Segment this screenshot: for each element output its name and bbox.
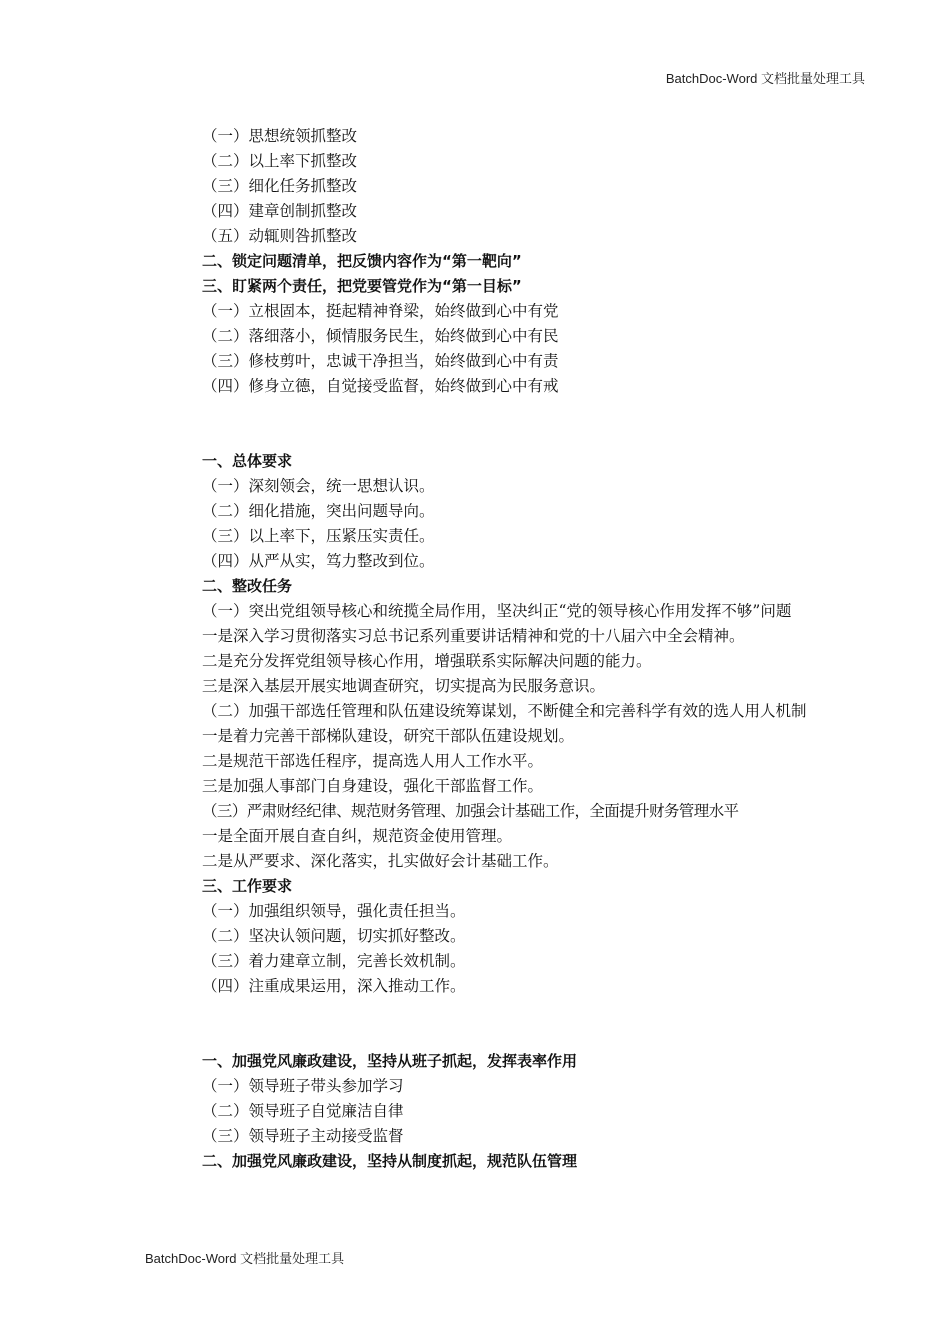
section-heading: 三、盯紧两个责任，把党要管党作为“第一目标” bbox=[202, 277, 522, 295]
document-section bbox=[202, 449, 814, 999]
page-footer: BatchDoc-Word 文档批量处理工具 bbox=[145, 1251, 345, 1266]
section-heading: 二、整改任务 bbox=[202, 577, 293, 595]
paragraph-line: （二）领导班子自觉廉洁自律 bbox=[202, 1102, 404, 1120]
paragraph-line: 三是深入基层开展实地调查研究，切实提高为民服务意识。 bbox=[202, 677, 606, 695]
paragraph-line: （五）动辄则咎抓整改 bbox=[202, 227, 358, 245]
paragraph-line: 三是加强人事部门自身建设，强化干部监督工作。 bbox=[202, 777, 544, 795]
paragraph-line: （二）坚决认领问题，切实抓好整改。 bbox=[202, 927, 466, 945]
paragraph-line: （一）深刻领会，统一思想认识。 bbox=[202, 477, 435, 495]
paragraph-line: 一是深入学习贯彻落实习总书记系列重要讲话精神和党的十八届六中全会精神。 bbox=[202, 627, 745, 645]
page-header: BatchDoc-Word 文档批量处理工具 bbox=[665, 71, 865, 86]
section-heading: 一、加强党风廉政建设，坚持从班子抓起，发挥表率作用 bbox=[202, 1052, 578, 1070]
paragraph-line: （三）着力建章立制，完善长效机制。 bbox=[202, 952, 466, 970]
paragraph-line: 二是规范干部选任程序，提高选人用人工作水平。 bbox=[202, 752, 544, 770]
paragraph-line: （一）突出党组领导核心和统揽全局作用，坚决纠正“党的领导核心作用发挥不够”问题 bbox=[202, 602, 792, 620]
paragraph-line: （一）立根固本，挺起精神脊梁，始终做到心中有党 bbox=[202, 302, 559, 320]
paragraph-line: （二）加强干部选任管理和队伍建设统筹谋划，不断健全和完善科学有效的选人用人机制 bbox=[202, 702, 807, 720]
document-section bbox=[202, 124, 814, 399]
paragraph-line: 一是着力完善干部梯队建设，研究干部队伍建设规划。 bbox=[202, 727, 575, 745]
document-body bbox=[202, 124, 814, 1174]
paragraph-line: （四）注重成果运用，深入推动工作。 bbox=[202, 977, 466, 995]
paragraph-line: （四）建章创制抓整改 bbox=[202, 202, 358, 220]
section-heading: 一、总体要求 bbox=[202, 452, 293, 470]
section-heading: 二、锁定问题清单，把反馈内容作为“第一靶向” bbox=[202, 252, 522, 270]
paragraph-line: （三）以上率下，压紧压实责任。 bbox=[202, 527, 435, 545]
paragraph-line: （二）以上率下抓整改 bbox=[202, 152, 358, 170]
paragraph-line: （三）修枝剪叶，忠诚干净担当，始终做到心中有责 bbox=[202, 352, 559, 370]
paragraph-line: （三）细化任务抓整改 bbox=[202, 177, 358, 195]
paragraph-line: （二）落细落小，倾情服务民生，始终做到心中有民 bbox=[202, 327, 559, 345]
paragraph-line: （四）修身立德，自觉接受监督，始终做到心中有戒 bbox=[202, 377, 559, 395]
paragraph-line: （三）领导班子主动接受监督 bbox=[202, 1127, 404, 1145]
section-heading: 三、工作要求 bbox=[202, 877, 293, 895]
section-gap bbox=[202, 399, 814, 449]
section-heading: 二、加强党风廉政建设，坚持从制度抓起，规范队伍管理 bbox=[202, 1152, 578, 1170]
paragraph-line: （二）细化措施，突出问题导向。 bbox=[202, 502, 435, 520]
section-gap bbox=[202, 999, 814, 1049]
paragraph-line: （三）严肃财经纪律、规范财务管理、加强会计基础工作，全面提升财务管理水平 bbox=[202, 802, 739, 820]
paragraph-line: 二是从严要求、深化落实，扎实做好会计基础工作。 bbox=[202, 852, 559, 870]
paragraph-line: 一是全面开展自查自纠，规范资金使用管理。 bbox=[202, 827, 513, 845]
paragraph-line: 二是充分发挥党组领导核心作用，增强联系实际解决问题的能力。 bbox=[202, 652, 652, 670]
paragraph-line: （一）加强组织领导，强化责任担当。 bbox=[202, 902, 466, 920]
document-section bbox=[202, 1049, 814, 1174]
paragraph-line: （四）从严从实，笃力整改到位。 bbox=[202, 552, 435, 570]
paragraph-line: （一）领导班子带头参加学习 bbox=[202, 1077, 404, 1095]
paragraph-line: （一）思想统领抓整改 bbox=[202, 127, 358, 145]
